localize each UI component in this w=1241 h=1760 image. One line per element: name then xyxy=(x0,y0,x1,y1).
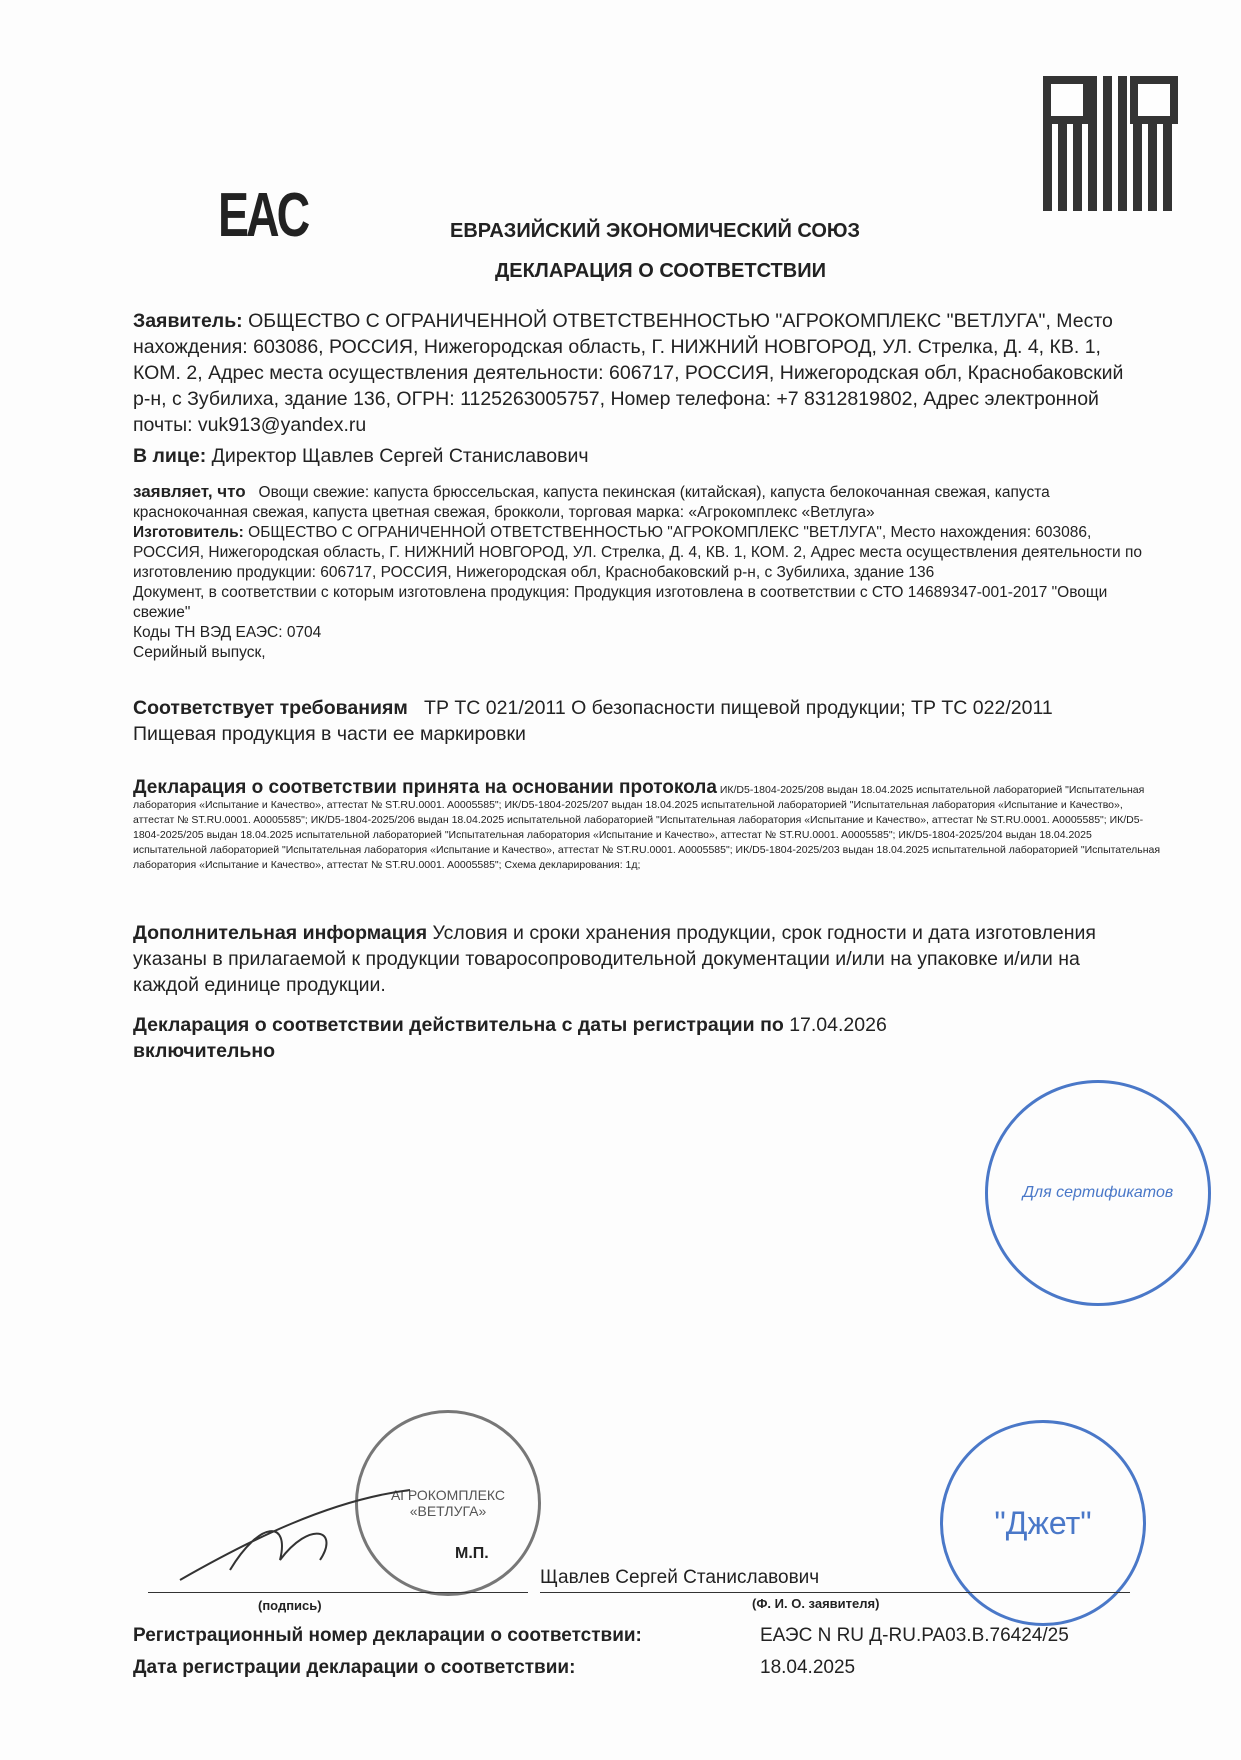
certificate-stamp: Для сертификатов xyxy=(985,1080,1211,1306)
qr-code xyxy=(1043,76,1178,211)
seal-place: М.П. xyxy=(455,1545,489,1562)
conforms: Соответствует требованиям ТР ТС 021/2011 О безопасности пищевой продукции; ТР ТС 022/2011 Пищевая продукция в части ее маркировки xyxy=(133,697,1053,745)
signature-scribble xyxy=(170,1480,430,1590)
signer-name: Щавлев Сергей Станиславович xyxy=(540,1567,820,1588)
jet-stamp: "Джет" xyxy=(940,1420,1146,1626)
applicant: Заявитель: ОБЩЕСТВО С ОГРАНИЧЕННОЙ ОТВЕТСТВЕННОСТЬЮ "АГРОКОМПЛЕКС "ВЕТЛУГА", Место нахождения: 603086, РОССИЯ, Нижегородская область, Г. НИЖНИЙ НОВГОРОД, УЛ. Стрелка, Д. 4, КВ. 1, КОМ. 2, Адрес места осуществления деятельности: 606717, РОССИЯ, Нижегородская обл, Краснобаковский р-н, с Зубилиха, здание 136, ОГРН: 1125263005757, Номер телефона: +7 8312819802, Адрес электронной почты: vuk913@yandex.ru xyxy=(133,310,1124,436)
document-basis: Документ, в соответствии с которым изготовлена продукция: Продукция изготовлена в соответствии с СТО 14689347-001-2017 "Овощи свежие" xyxy=(133,584,1108,621)
product-info: заявляет, что Овощи свежие: капуста брюссельская, капуста пекинская (китайская), капуста белокочанная свежая, капуста краснокочанная свежая, капуста цветная свежая, брокколи, торговая марка: «Агрокомплекс «Ветлуга» Изготовитель: ОБЩЕСТВО С ОГРАНИЧЕННОЙ ОТВЕТСТВЕННОСТЬЮ "АГРОКОМПЛЕКС "ВЕТЛУГА", Место нахождения: 603086, РОССИЯ, Нижегородская область, Г. НИЖНИЙ НОВГОРОД, УЛ. Стрелка, Д. 4, КВ. 1, КОМ. 2, Адрес места осуществления деятельности по изготовлению продукции: 606717, РОССИЯ, Нижегородская обл, Краснобаковский р-н, с Зубилиха, здание 136 Документ, в соответствии с которым изготовлена продукция: Продукция изготовлена в соответствии с СТО 14689347-001-2017 "Овощи свежие" Коды ТН ВЭД ЕАЭС: 0704 Серийный выпуск, xyxy=(133,482,1163,663)
company-stamp: АГРОКОМПЛЕКС «ВЕТЛУГА» xyxy=(355,1410,541,1596)
name-line xyxy=(540,1592,1130,1593)
protocol: Декларация о соответствии принята на основании протокола ИК/D5-1804-2025/208 выдан 18.04.2025 испытательной лабораторией "Испытательная лаборатория «Испытание и Качество», аттестат № ST.RU.0001. A0005585"; ИК/D5-1804-2025/207 выдан 18.04.2025 испытательной лабораторией "Испытательная лаборатория «Испытание и Качество», аттестат № ST.RU.0001. A0005585"; ИК/D5-1804-2025/206 выдан 18.04.2025 испытательной лабораторией "Испытательная лаборатория «Испытание и Качество», аттестат № ST.RU.0001. A0005585"; ИК/D5-1804-2025/205 выдан 18.04.2025 испытательной лабораторией "Испытательная лаборатория «Испытание и Качество», аттестат № ST.RU.0001. A0005585"; ИК/D5-1804-2025/204 выдан 18.04.2025 испытательной лабораторией "Испытательная лаборатория «Испытание и Качество», аттестат № ST.RU.0001. A0005585"; ИК/D5-1804-2025/203 выдан 18.04.2025 испытательной лабораторией "Испытательная лаборатория «Испытание и Качество», аттестат № ST.RU.0001. A0005585"; Схема декларирования: 1д; xyxy=(133,777,1161,871)
hs-codes: Коды ТН ВЭД ЕАЭС: 0704 xyxy=(133,624,322,641)
person: В лице: Директор Щавлев Сергей Станиславович xyxy=(133,445,589,467)
document-title: ДЕКЛАРАЦИЯ О СООТВЕТСТВИИ xyxy=(495,260,826,282)
reg-date-label: Дата регистрации декларации о соответствии: xyxy=(133,1657,576,1678)
reg-date: 18.04.2025 xyxy=(760,1657,856,1678)
signature-line xyxy=(148,1592,528,1593)
reg-number-label: Регистрационный номер декларации о соответствии: xyxy=(133,1625,642,1646)
additional-info: Дополнительная информация Условия и сроки хранения продукции, срок годности и дата изготовления указаны в прилагаемой к продукции товаросопроводительной документации и/или на упаковке и/или на каждой единице продукции. xyxy=(133,922,1096,996)
name-caption: (Ф. И. О. заявителя) xyxy=(752,1596,880,1611)
validity: Декларация о соответствии действительна с даты регистрации по 17.04.2026 включительно xyxy=(133,1014,887,1062)
serial: Серийный выпуск, xyxy=(133,644,266,661)
signature-caption: (подпись) xyxy=(258,1598,322,1613)
reg-number: ЕАЭС N RU Д-RU.PA03.B.76424/25 xyxy=(760,1625,1069,1646)
union-title: ЕВРАЗИЙСКИЙ ЭКОНОМИЧЕСКИЙ СОЮЗ xyxy=(450,220,861,242)
eac-logo: EAC xyxy=(218,181,308,250)
